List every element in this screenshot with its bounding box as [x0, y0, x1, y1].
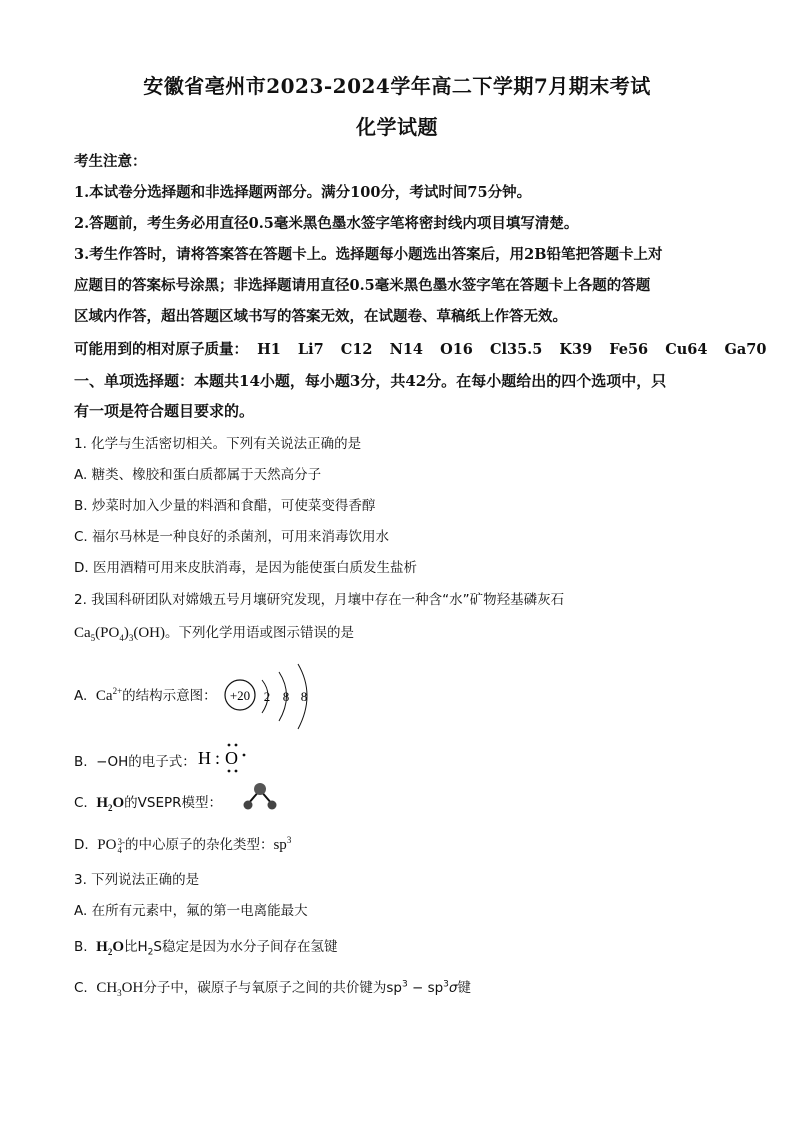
q1-stem: 1. 化学与生活密切相关。下列有关说法正确的是	[74, 436, 362, 452]
q2-option-c	[74, 791, 734, 813]
q1-option-d: D. 医用酒精可用来皮肤消毒，是因为能使蛋白质发生盐析	[74, 560, 417, 576]
shared-pair: :	[215, 748, 221, 768]
notice-item-3-line-1: 3.考生作答时，请将答案答在答题卡上。选择题每小题选出答案后，用2B铅笔把答题卡上对	[74, 246, 663, 263]
atomic-mass-item: C12	[340, 341, 373, 358]
q2-stem: 2. 我国科研团队对嫦娥五号月壤研究发现，月壤中存在一种含“水”矿物羟基磷灰石	[74, 592, 565, 608]
shell-3-electrons: 8	[300, 689, 308, 704]
atomic-mass-item: N14	[389, 341, 423, 358]
section-heading-line-2: 有一项是符合题目要求的。	[74, 402, 255, 420]
notice-heading: 考生注意：	[74, 153, 147, 170]
q2-option-d	[74, 833, 734, 854]
atomic-mass-item: K39	[559, 341, 593, 358]
q2-option-c-text: 的VSEPR模型：	[124, 795, 223, 811]
q2-option-a-text: 的结构示意图：	[122, 688, 217, 704]
notice-item-2: 2.答题前，考生务必用直径0.5毫米黑色墨水签字笔将密封线内项目填写清楚。	[74, 215, 579, 232]
q3-option-b: B. $H_2O$比$H_2S$稳定是因为水分子间存在氢键	[74, 939, 338, 958]
atomic-masses	[74, 338, 767, 359]
q3-option-c: C. $CH_3OH$分子中，碳原子与氧原子之间的共价键为$sp^3 - sp^3\sigma$键	[74, 979, 471, 998]
atomic-mass-item: Cu64	[665, 341, 708, 358]
q2-stem-continued: 。下列化学用语或图示错误的是	[165, 625, 354, 641]
water-formula: $H_2O$	[96, 795, 125, 813]
atomic-mass-item: H1	[257, 341, 281, 358]
water-formula: $H_2O$	[96, 939, 124, 957]
hydroxyapatite-formula: $Ca_5(PO_4)_3(OH)$	[74, 625, 165, 643]
exam-title: 安徽省亳州市2023-2024学年高二下学期7月期末考试	[143, 74, 651, 98]
water-vsepr-model	[240, 780, 280, 814]
exam-subtitle: 化学试题	[356, 115, 438, 139]
notice-item-3-line-2: 应题目的答案标号涂黑；非选择题请用直径0.5毫米黑色墨水签字笔在答题卡上各题的答题	[74, 277, 651, 294]
atomic-mass-item: Fe56	[609, 341, 649, 358]
q2-option-b-text: −OH的电子式：	[96, 754, 196, 770]
notice-item-1: 1.本试卷分选择题和非选择题两部分。满分100分，考试时间75分钟。	[74, 184, 532, 201]
calcium-ion-structure-diagram	[222, 655, 332, 735]
q1-option-a: A. 糖类、橡胶和蛋白质都属于天然高分子	[74, 467, 322, 483]
option-label: C.	[74, 795, 88, 811]
notice-item-3-line-3: 区域内作答，超出答题区域书写的答案无效，在试题卷、草稿纸上作答无效。	[74, 308, 567, 325]
atomic-mass-item: Li7	[297, 341, 324, 358]
q2-option-a	[74, 684, 734, 705]
q1-option-c: C. 福尔马林是一种良好的杀菌剂，可用来消毒饮用水	[74, 529, 390, 545]
atomic-mass-item: Cl35.5	[489, 341, 543, 358]
shell-2-electrons: 8	[282, 689, 290, 704]
q2-option-d-text: 的中心原子的杂化类型：	[124, 837, 274, 853]
hydroxyl-electron-dot-formula	[196, 740, 256, 774]
hydrogen-symbol: H	[198, 748, 211, 768]
section-heading-line-1: 一、单项选择题：本题共14小题，每小题3分，共42分。在每小题给出的四个选项中，只	[74, 372, 667, 390]
atomic-mass-item: O16	[440, 341, 473, 358]
q1-option-b: B. 炒菜时加入少量的料酒和食醋，可使菜变得香醇	[74, 498, 376, 514]
q3-stem: 3. 下列说法正确的是	[74, 872, 200, 888]
q2-option-b	[74, 750, 734, 770]
option-label: D.	[74, 837, 89, 853]
q3-option-a: A. 在所有元素中，氟的第一电离能最大	[74, 903, 308, 919]
option-label: B.	[74, 754, 88, 770]
oxygen-symbol: O	[225, 748, 238, 768]
methanol-formula: $CH_3OH$	[96, 980, 144, 998]
q2-stem-formula-line	[74, 621, 734, 643]
calcium-ion: $Ca^{2+}$	[95, 686, 123, 704]
option-label: C.	[74, 980, 88, 996]
nucleus-charge: +20	[229, 688, 251, 703]
hybridization: $sp^3$	[273, 835, 292, 853]
atomic-mass-item: Ga70	[724, 341, 767, 358]
option-label: A.	[74, 688, 88, 704]
option-label: B.	[74, 939, 88, 955]
atomic-masses-label: 可能用到的相对原子质量：	[74, 341, 248, 358]
shell-1-electrons: 2	[263, 689, 271, 704]
phosphate-ion: PO 3- 4	[97, 836, 125, 855]
